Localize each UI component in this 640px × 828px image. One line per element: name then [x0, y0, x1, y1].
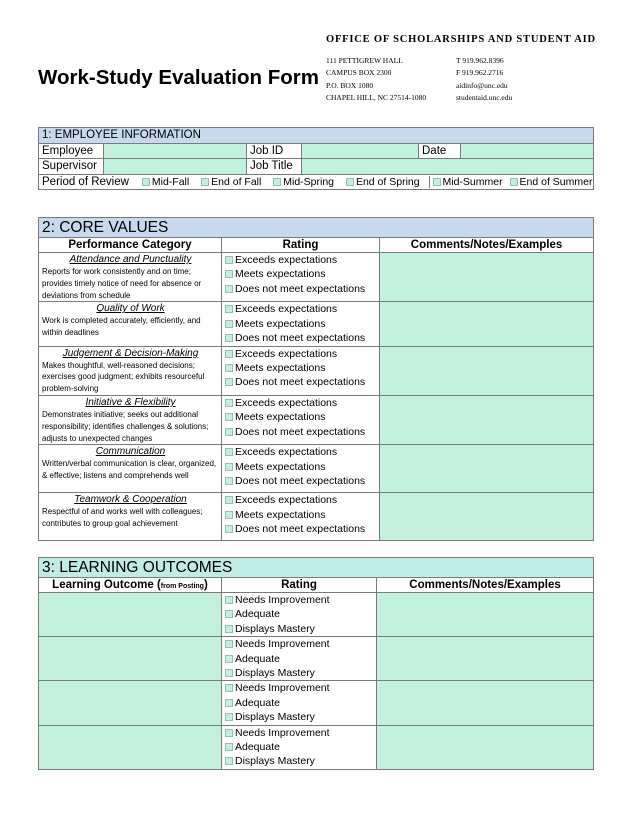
checkbox-icon[interactable] [225, 364, 233, 372]
comments-field[interactable] [377, 637, 594, 681]
website[interactable]: studentaid.unc.edu [456, 92, 513, 102]
section-1-title: 1: EMPLOYEE INFORMATION [39, 128, 594, 144]
table-row [39, 302, 594, 346]
comments-field[interactable] [380, 493, 594, 541]
rating-cell [222, 445, 380, 493]
performance-category [39, 445, 222, 493]
period-label: Period of Review [42, 175, 129, 188]
table-row [39, 637, 594, 681]
period-option[interactable]: Mid-Spring [273, 176, 334, 188]
address-line: CAMPUS BOX 2300 [326, 68, 392, 78]
checkbox-icon[interactable] [225, 729, 233, 737]
rating-option[interactable]: Adequate [225, 607, 376, 621]
checkbox-icon[interactable] [225, 699, 233, 707]
learning-outcomes-section [38, 557, 594, 770]
rating-option[interactable]: Meets expectations [225, 267, 379, 281]
rating-option[interactable]: Meets expectations [225, 460, 379, 474]
checkbox-icon[interactable] [225, 320, 233, 328]
rating-cell [222, 346, 380, 395]
form-title: Work-Study Evaluation Form [38, 66, 319, 89]
performance-category [39, 396, 222, 445]
job-title-label: Job Title [247, 159, 302, 175]
comments-field[interactable] [377, 725, 594, 769]
table-row [39, 346, 594, 395]
table-row [39, 253, 594, 302]
checkbox-icon[interactable] [510, 178, 518, 186]
job-title-field[interactable] [302, 159, 594, 175]
rating-option[interactable]: Needs Improvement [225, 681, 376, 695]
address-line: 111 PETTIGREW HALL [326, 56, 403, 65]
column-header: Rating [222, 578, 377, 593]
checkbox-icon[interactable] [225, 640, 233, 648]
checkbox-icon[interactable] [433, 178, 441, 186]
rating-option[interactable]: Exceeds expectations [225, 253, 379, 267]
rating-option[interactable]: Adequate [225, 696, 376, 710]
checkbox-icon[interactable] [225, 610, 233, 618]
category-title: Communication [95, 446, 166, 458]
comments-field[interactable] [380, 302, 594, 346]
rating-option[interactable]: Exceeds expectations [225, 396, 379, 410]
checkbox-icon[interactable] [225, 655, 233, 663]
date-label: Date [419, 143, 461, 159]
date-field[interactable] [461, 143, 594, 159]
rating-cell [222, 396, 380, 445]
table-row [39, 396, 594, 445]
rating-option[interactable]: Does not meet expectations [225, 331, 379, 345]
rating-option[interactable]: Exceeds expectations [225, 347, 379, 361]
performance-category [39, 493, 222, 541]
column-header: Comments/Notes/Examples [377, 578, 594, 593]
category-description: Makes thoughtful, well-reasoned decisions; exercises good judgment; exhibits resourceful problem-solving [42, 360, 205, 394]
table-row [39, 725, 594, 769]
checkbox-icon[interactable] [225, 399, 233, 407]
performance-category [39, 346, 222, 395]
checkbox-icon[interactable] [225, 525, 233, 533]
period-option[interactable]: End of Fall [201, 176, 261, 188]
category-description: Demonstrates initiative; seeks out additional responsibility; identifies challenges & solutions; adjusts to unexpected changes [42, 410, 209, 443]
checkbox-icon[interactable] [225, 305, 233, 313]
rating-option[interactable]: Needs Improvement [225, 726, 376, 740]
table-row [39, 593, 594, 637]
checkbox-icon[interactable] [142, 178, 150, 186]
period-option[interactable]: End of Summer [510, 176, 593, 188]
checkbox-icon[interactable] [225, 743, 233, 751]
column-header: Rating [222, 238, 380, 253]
performance-category [39, 253, 222, 302]
employee-field[interactable] [104, 143, 247, 159]
checkbox-icon[interactable] [225, 757, 233, 765]
checkbox-icon[interactable] [225, 270, 233, 278]
table-row [39, 445, 594, 493]
supervisor-label: Supervisor [39, 159, 104, 175]
checkbox-icon[interactable] [225, 477, 233, 485]
category-description: Written/verbal communication is clear, organized, & effective; listens and comprehends well [42, 459, 217, 481]
office-title: OFFICE OF SCHOLARSHIPS AND STUDENT AID [326, 34, 596, 45]
rating-cell [222, 593, 377, 637]
core-values-section [38, 217, 594, 541]
rating-option[interactable]: Does not meet expectations [225, 282, 379, 296]
rating-option[interactable]: Displays Mastery [225, 710, 376, 724]
rating-option[interactable]: Meets expectations [225, 508, 379, 522]
checkbox-icon[interactable] [225, 350, 233, 358]
category-title: Judgement & Decision-Making [62, 347, 199, 359]
period-of-review-row [39, 174, 594, 190]
learning-outcome-field[interactable] [39, 637, 222, 681]
office-contact [456, 55, 512, 104]
rating-option[interactable]: Needs Improvement [225, 637, 376, 651]
rating-option[interactable]: Exceeds expectations [225, 493, 379, 507]
supervisor-field[interactable] [104, 159, 247, 175]
period-option[interactable]: Mid-Fall [142, 176, 189, 188]
checkbox-icon[interactable] [225, 684, 233, 692]
category-description: Reports for work consistently and on time; provides timely notice of need for absence or deviations from schedule [42, 267, 202, 300]
checkbox-icon[interactable] [225, 596, 233, 604]
rating-option[interactable]: Does not meet expectations [225, 522, 379, 536]
category-description: Work is completed accurately, efficiently, and within deadlines [42, 316, 201, 338]
comments-field[interactable] [377, 681, 594, 725]
column-header: Comments/Notes/Examples [380, 238, 594, 253]
learning-outcome-field[interactable] [39, 725, 222, 769]
rating-cell [222, 253, 380, 302]
comments-field[interactable] [377, 593, 594, 637]
address-line: P.O. BOX 1080 [326, 80, 374, 90]
checkbox-icon[interactable] [225, 378, 233, 386]
learning-outcome-field[interactable] [39, 593, 222, 637]
checkbox-icon[interactable] [225, 334, 233, 342]
checkbox-icon[interactable] [225, 256, 233, 264]
rating-option[interactable]: Meets expectations [225, 317, 379, 331]
rating-option[interactable]: Displays Mastery [225, 754, 376, 768]
performance-category [39, 302, 222, 346]
category-description: Respectful of and works well with colleagues; contributes to group goal achievement [42, 507, 203, 529]
rating-option[interactable]: Needs Improvement [225, 593, 376, 607]
checkbox-icon[interactable] [201, 178, 209, 186]
checkbox-icon[interactable] [225, 285, 233, 293]
section-2-title: 2: CORE VALUES [39, 218, 594, 238]
category-title: Teamwork & Cooperation [74, 494, 187, 506]
checkbox-icon[interactable] [346, 178, 354, 186]
employee-information-section [38, 127, 594, 190]
checkbox-icon[interactable] [225, 428, 233, 436]
rating-option[interactable]: Adequate [225, 652, 376, 666]
rating-option[interactable]: Does not meet expectations [225, 425, 379, 439]
period-option[interactable]: End of Spring [346, 176, 420, 188]
column-header: Learning Outcome (from Posting) [39, 578, 222, 593]
rating-cell [222, 302, 380, 346]
job-id-label: Job ID [247, 143, 302, 159]
comments-field[interactable] [380, 396, 594, 445]
rating-cell [222, 493, 380, 541]
checkbox-icon[interactable] [225, 463, 233, 471]
office-address [326, 55, 426, 104]
checkbox-icon[interactable] [225, 713, 233, 721]
period-option[interactable]: Mid-Summer [429, 176, 503, 188]
phone-number: T 919.962.8396 [456, 56, 504, 65]
table-row [39, 681, 594, 725]
table-row [39, 493, 594, 541]
job-id-field[interactable] [302, 143, 419, 159]
rating-option[interactable]: Meets expectations [225, 361, 379, 375]
rating-option[interactable]: Exceeds expectations [225, 302, 379, 316]
rating-option[interactable]: Adequate [225, 740, 376, 754]
section-3-title: 3: LEARNING OUTCOMES [39, 558, 594, 578]
comments-field[interactable] [380, 253, 594, 302]
checkbox-icon[interactable] [225, 669, 233, 677]
checkbox-icon[interactable] [225, 625, 233, 633]
category-title: Attendance and Punctuality [69, 254, 192, 265]
rating-cell [222, 725, 377, 769]
rating-option[interactable]: Does not meet expectations [225, 375, 379, 389]
email-address[interactable]: aidinfo@unc.edu [456, 80, 508, 90]
checkbox-icon[interactable] [225, 448, 233, 456]
employee-label: Employee [39, 143, 104, 159]
checkbox-icon[interactable] [225, 511, 233, 519]
checkbox-icon[interactable] [225, 413, 233, 421]
learning-outcome-field[interactable] [39, 681, 222, 725]
comments-field[interactable] [380, 346, 594, 395]
category-title: Quality of Work [96, 303, 165, 315]
rating-option[interactable]: Does not meet expectations [225, 474, 379, 488]
category-title: Initiative & Flexibility [85, 397, 176, 408]
fax-number: F 919.962.2716 [456, 68, 504, 78]
rating-option[interactable]: Displays Mastery [225, 622, 376, 636]
checkbox-icon[interactable] [273, 178, 281, 186]
rating-cell [222, 637, 377, 681]
rating-option[interactable]: Displays Mastery [225, 666, 376, 680]
rating-option[interactable]: Exceeds expectations [225, 445, 379, 459]
column-header: Performance Category [39, 238, 222, 253]
rating-cell [222, 681, 377, 725]
checkbox-icon[interactable] [225, 496, 233, 504]
comments-field[interactable] [380, 445, 594, 493]
rating-option[interactable]: Meets expectations [225, 410, 379, 424]
address-line: CHAPEL HILL, NC 27514-1080 [326, 92, 427, 102]
